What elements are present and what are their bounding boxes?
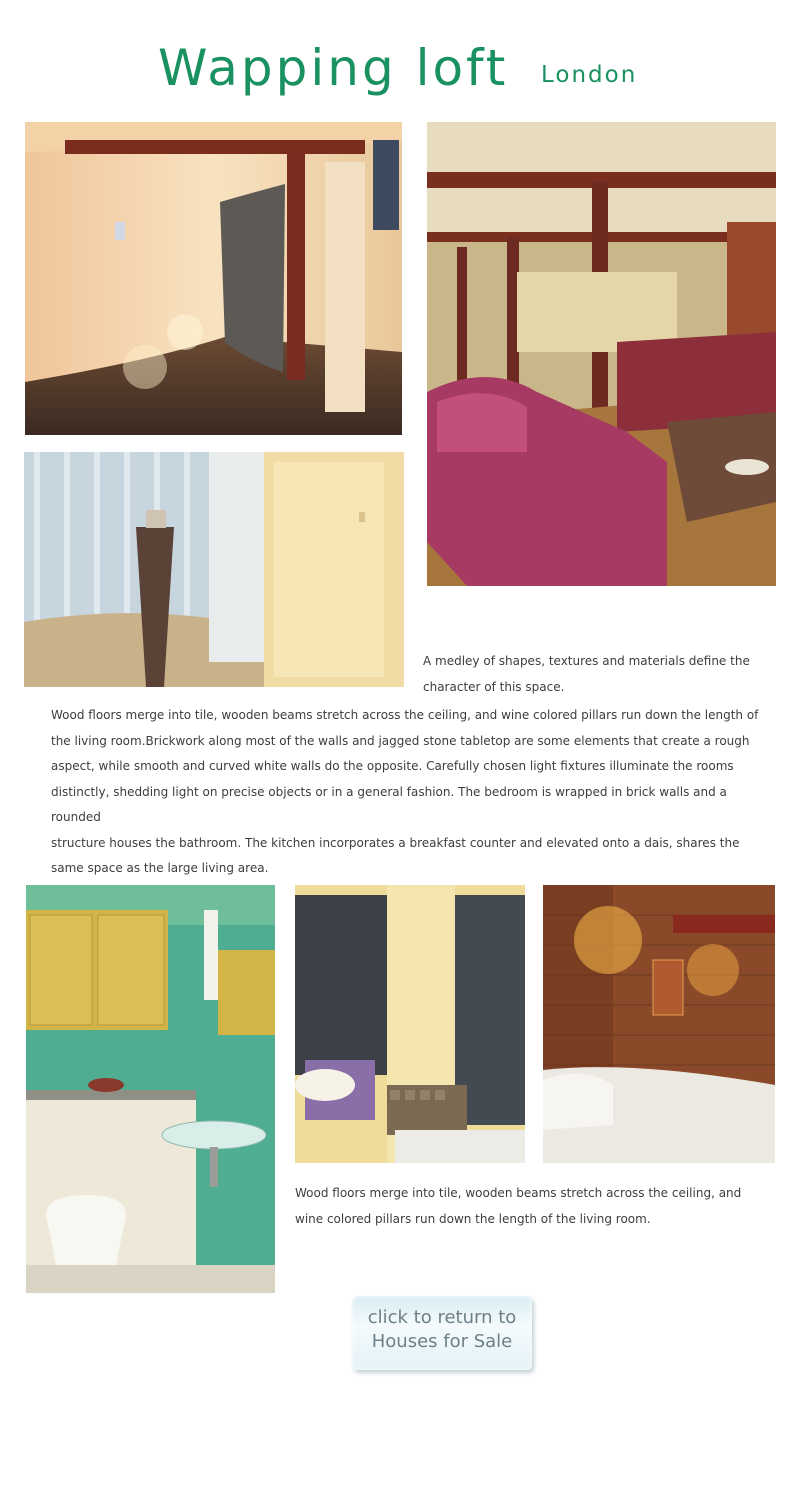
return-to-houses-button[interactable] xyxy=(352,1296,532,1370)
hallway-photo xyxy=(25,122,402,435)
bathroom-photo xyxy=(26,885,275,1293)
living-room-photo xyxy=(427,122,776,586)
return-button-line-2: Houses for Sale xyxy=(371,1331,513,1352)
main-description xyxy=(51,703,759,882)
intro-text: A medley of shapes, textures and materials define the character of this space. xyxy=(423,654,750,694)
bottom-text: Wood floors merge into tile, wooden beams stretch across the ceiling, and wine colored pillars run down the length of the living room. xyxy=(295,1186,742,1226)
pedestal-photo xyxy=(24,452,404,687)
bedroom-photo xyxy=(543,885,775,1163)
page-title: Wapping loft xyxy=(158,39,509,97)
return-button-line-1: click to return to xyxy=(367,1307,517,1328)
main-paragraph-1: Wood floors merge into tile, wooden beams stretch across the ceiling, and wine colored pillars run down the length of the living room.Brickwork along most of the walls and jagged stone tabletop are some elements that create a rough aspect, while smooth and curved white walls do the opposite. Carefully chosen light fixtures illuminate the rooms distinctly, shedding light on precise objects or in a general fashion. The bedroom is wrapped in brick walls and a rounded xyxy=(51,708,759,824)
shower-photo xyxy=(295,885,525,1163)
page-subtitle: London xyxy=(541,62,638,88)
main-paragraph-2: structure houses the bathroom. The kitchen incorporates a breakfast counter and elevated onto a dais, shares the same space as the large living area. xyxy=(51,835,740,875)
